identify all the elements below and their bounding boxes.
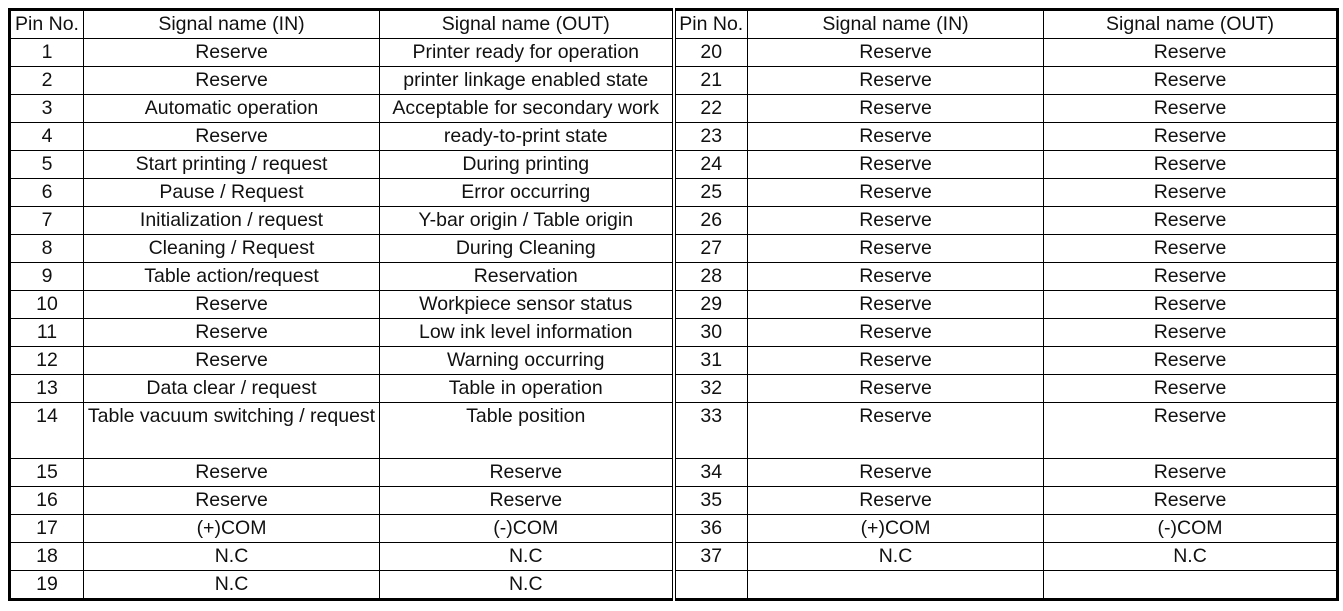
cell-pin-left: 18 bbox=[10, 543, 84, 571]
cell-pin-right: 26 bbox=[674, 207, 748, 235]
table-row bbox=[10, 487, 1338, 515]
cell-in-right: Reserve bbox=[748, 487, 1044, 515]
cell-out-left: (-)COM bbox=[380, 515, 674, 543]
cell-out-right: Reserve bbox=[1044, 179, 1338, 207]
cell-pin-right: 28 bbox=[674, 263, 748, 291]
cell-out-left: During Cleaning bbox=[380, 235, 674, 263]
cell-in-right: Reserve bbox=[748, 319, 1044, 347]
cell-pin-left: 13 bbox=[10, 375, 84, 403]
cell-out-right: Reserve bbox=[1044, 347, 1338, 375]
table-row bbox=[10, 151, 1338, 179]
cell-in-right: Reserve bbox=[748, 263, 1044, 291]
table-row bbox=[10, 67, 1338, 95]
cell-out-left: N.C bbox=[380, 571, 674, 600]
cell-out-left: During printing bbox=[380, 151, 674, 179]
cell-out-right: Reserve bbox=[1044, 67, 1338, 95]
cell-in-left: N.C bbox=[84, 543, 380, 571]
pin-signal-table bbox=[8, 8, 1339, 601]
cell-in-left: N.C bbox=[84, 571, 380, 600]
cell-in-right: Reserve bbox=[748, 67, 1044, 95]
cell-pin-left: 6 bbox=[10, 179, 84, 207]
cell-out-right: Reserve bbox=[1044, 39, 1338, 67]
cell-out-right: (-)COM bbox=[1044, 515, 1338, 543]
cell-out-right: Reserve bbox=[1044, 459, 1338, 487]
cell-in-right: N.C bbox=[748, 543, 1044, 571]
cell-pin-left: 2 bbox=[10, 67, 84, 95]
table-row bbox=[10, 95, 1338, 123]
cell-pin-right bbox=[674, 571, 748, 600]
cell-in-right: Reserve bbox=[748, 123, 1044, 151]
cell-in-right: Reserve bbox=[748, 235, 1044, 263]
cell-out-right: Reserve bbox=[1044, 151, 1338, 179]
cell-out-right: Reserve bbox=[1044, 487, 1338, 515]
header-in-left: Signal name (IN) bbox=[84, 10, 380, 39]
cell-pin-left: 7 bbox=[10, 207, 84, 235]
table-row bbox=[10, 39, 1338, 67]
cell-in-left: Reserve bbox=[84, 123, 380, 151]
cell-in-right: Reserve bbox=[748, 179, 1044, 207]
table-row bbox=[10, 291, 1338, 319]
cell-in-left: Data clear / request bbox=[84, 375, 380, 403]
table-row bbox=[10, 179, 1338, 207]
cell-in-right: Reserve bbox=[748, 459, 1044, 487]
cell-out-left: Table position bbox=[380, 403, 674, 459]
cell-out-left: Reservation bbox=[380, 263, 674, 291]
cell-in-right: Reserve bbox=[748, 95, 1044, 123]
cell-in-right: Reserve bbox=[748, 39, 1044, 67]
cell-pin-left: 5 bbox=[10, 151, 84, 179]
cell-out-left: Workpiece sensor status bbox=[380, 291, 674, 319]
cell-pin-left: 10 bbox=[10, 291, 84, 319]
cell-in-left: Automatic operation bbox=[84, 95, 380, 123]
cell-pin-left: 14 bbox=[10, 403, 84, 459]
cell-out-left: Table in operation bbox=[380, 375, 674, 403]
cell-pin-right: 32 bbox=[674, 375, 748, 403]
cell-in-right: Reserve bbox=[748, 291, 1044, 319]
table-row bbox=[10, 347, 1338, 375]
cell-in-right bbox=[748, 571, 1044, 600]
table-row bbox=[10, 459, 1338, 487]
cell-in-left: Pause / Request bbox=[84, 179, 380, 207]
cell-pin-right: 21 bbox=[674, 67, 748, 95]
header-pin-left: Pin No. bbox=[10, 10, 84, 39]
table-row bbox=[10, 319, 1338, 347]
cell-in-right: Reserve bbox=[748, 207, 1044, 235]
cell-pin-right: 34 bbox=[674, 459, 748, 487]
cell-out-right: Reserve bbox=[1044, 403, 1338, 459]
cell-out-right: Reserve bbox=[1044, 123, 1338, 151]
cell-pin-right: 30 bbox=[674, 319, 748, 347]
cell-in-left: Table vacuum switching / request bbox=[84, 403, 380, 459]
cell-in-right: Reserve bbox=[748, 151, 1044, 179]
cell-out-right: Reserve bbox=[1044, 319, 1338, 347]
cell-in-right: (+)COM bbox=[748, 515, 1044, 543]
cell-out-left: Acceptable for secondary work bbox=[380, 95, 674, 123]
cell-in-left: Initialization / request bbox=[84, 207, 380, 235]
cell-in-left: Reserve bbox=[84, 459, 380, 487]
cell-out-left: Warning occurring bbox=[380, 347, 674, 375]
cell-pin-right: 23 bbox=[674, 123, 748, 151]
table-row bbox=[10, 235, 1338, 263]
cell-pin-right: 25 bbox=[674, 179, 748, 207]
table-row bbox=[10, 543, 1338, 571]
cell-out-right: Reserve bbox=[1044, 235, 1338, 263]
cell-out-left: Reserve bbox=[380, 487, 674, 515]
cell-out-left: Low ink level information bbox=[380, 319, 674, 347]
cell-out-left: ready-to-print state bbox=[380, 123, 674, 151]
cell-in-left: Reserve bbox=[84, 487, 380, 515]
cell-out-right: N.C bbox=[1044, 543, 1338, 571]
header-out-left: Signal name (OUT) bbox=[380, 10, 674, 39]
cell-pin-left: 19 bbox=[10, 571, 84, 600]
cell-in-right: Reserve bbox=[748, 375, 1044, 403]
cell-out-left: Printer ready for operation bbox=[380, 39, 674, 67]
cell-pin-right: 33 bbox=[674, 403, 748, 459]
cell-pin-right: 31 bbox=[674, 347, 748, 375]
cell-in-right: Reserve bbox=[748, 347, 1044, 375]
header-row bbox=[10, 10, 1338, 39]
cell-pin-left: 4 bbox=[10, 123, 84, 151]
table-row bbox=[10, 571, 1338, 600]
cell-pin-right: 27 bbox=[674, 235, 748, 263]
cell-pin-left: 9 bbox=[10, 263, 84, 291]
cell-out-right: Reserve bbox=[1044, 375, 1338, 403]
cell-pin-right: 24 bbox=[674, 151, 748, 179]
table-row bbox=[10, 375, 1338, 403]
cell-out-right bbox=[1044, 571, 1338, 600]
cell-pin-right: 20 bbox=[674, 39, 748, 67]
cell-out-right: Reserve bbox=[1044, 207, 1338, 235]
cell-in-left: Reserve bbox=[84, 319, 380, 347]
cell-pin-right: 36 bbox=[674, 515, 748, 543]
header-in-right: Signal name (IN) bbox=[748, 10, 1044, 39]
cell-pin-left: 11 bbox=[10, 319, 84, 347]
cell-out-left: Error occurring bbox=[380, 179, 674, 207]
cell-in-left: Reserve bbox=[84, 67, 380, 95]
cell-pin-left: 3 bbox=[10, 95, 84, 123]
cell-pin-left: 12 bbox=[10, 347, 84, 375]
cell-in-left: Cleaning / Request bbox=[84, 235, 380, 263]
cell-in-left: (+)COM bbox=[84, 515, 380, 543]
cell-pin-left: 17 bbox=[10, 515, 84, 543]
cell-pin-right: 22 bbox=[674, 95, 748, 123]
cell-in-left: Table action/request bbox=[84, 263, 380, 291]
cell-in-left: Reserve bbox=[84, 291, 380, 319]
cell-pin-right: 37 bbox=[674, 543, 748, 571]
cell-pin-left: 16 bbox=[10, 487, 84, 515]
table-row bbox=[10, 403, 1338, 459]
cell-in-right: Reserve bbox=[748, 403, 1044, 459]
header-out-right: Signal name (OUT) bbox=[1044, 10, 1338, 39]
cell-in-left: Reserve bbox=[84, 39, 380, 67]
cell-in-left: Start printing / request bbox=[84, 151, 380, 179]
cell-in-left: Reserve bbox=[84, 347, 380, 375]
cell-out-left: Y-bar origin / Table origin bbox=[380, 207, 674, 235]
table-row bbox=[10, 515, 1338, 543]
cell-out-right: Reserve bbox=[1044, 95, 1338, 123]
table-row bbox=[10, 123, 1338, 151]
cell-pin-left: 1 bbox=[10, 39, 84, 67]
table-row bbox=[10, 207, 1338, 235]
cell-pin-right: 29 bbox=[674, 291, 748, 319]
table-row bbox=[10, 263, 1338, 291]
cell-pin-left: 8 bbox=[10, 235, 84, 263]
cell-pin-right: 35 bbox=[674, 487, 748, 515]
header-pin-right: Pin No. bbox=[674, 10, 748, 39]
cell-out-right: Reserve bbox=[1044, 291, 1338, 319]
cell-out-left: N.C bbox=[380, 543, 674, 571]
cell-out-left: Reserve bbox=[380, 459, 674, 487]
cell-out-right: Reserve bbox=[1044, 263, 1338, 291]
cell-pin-left: 15 bbox=[10, 459, 84, 487]
cell-out-left: printer linkage enabled state bbox=[380, 67, 674, 95]
